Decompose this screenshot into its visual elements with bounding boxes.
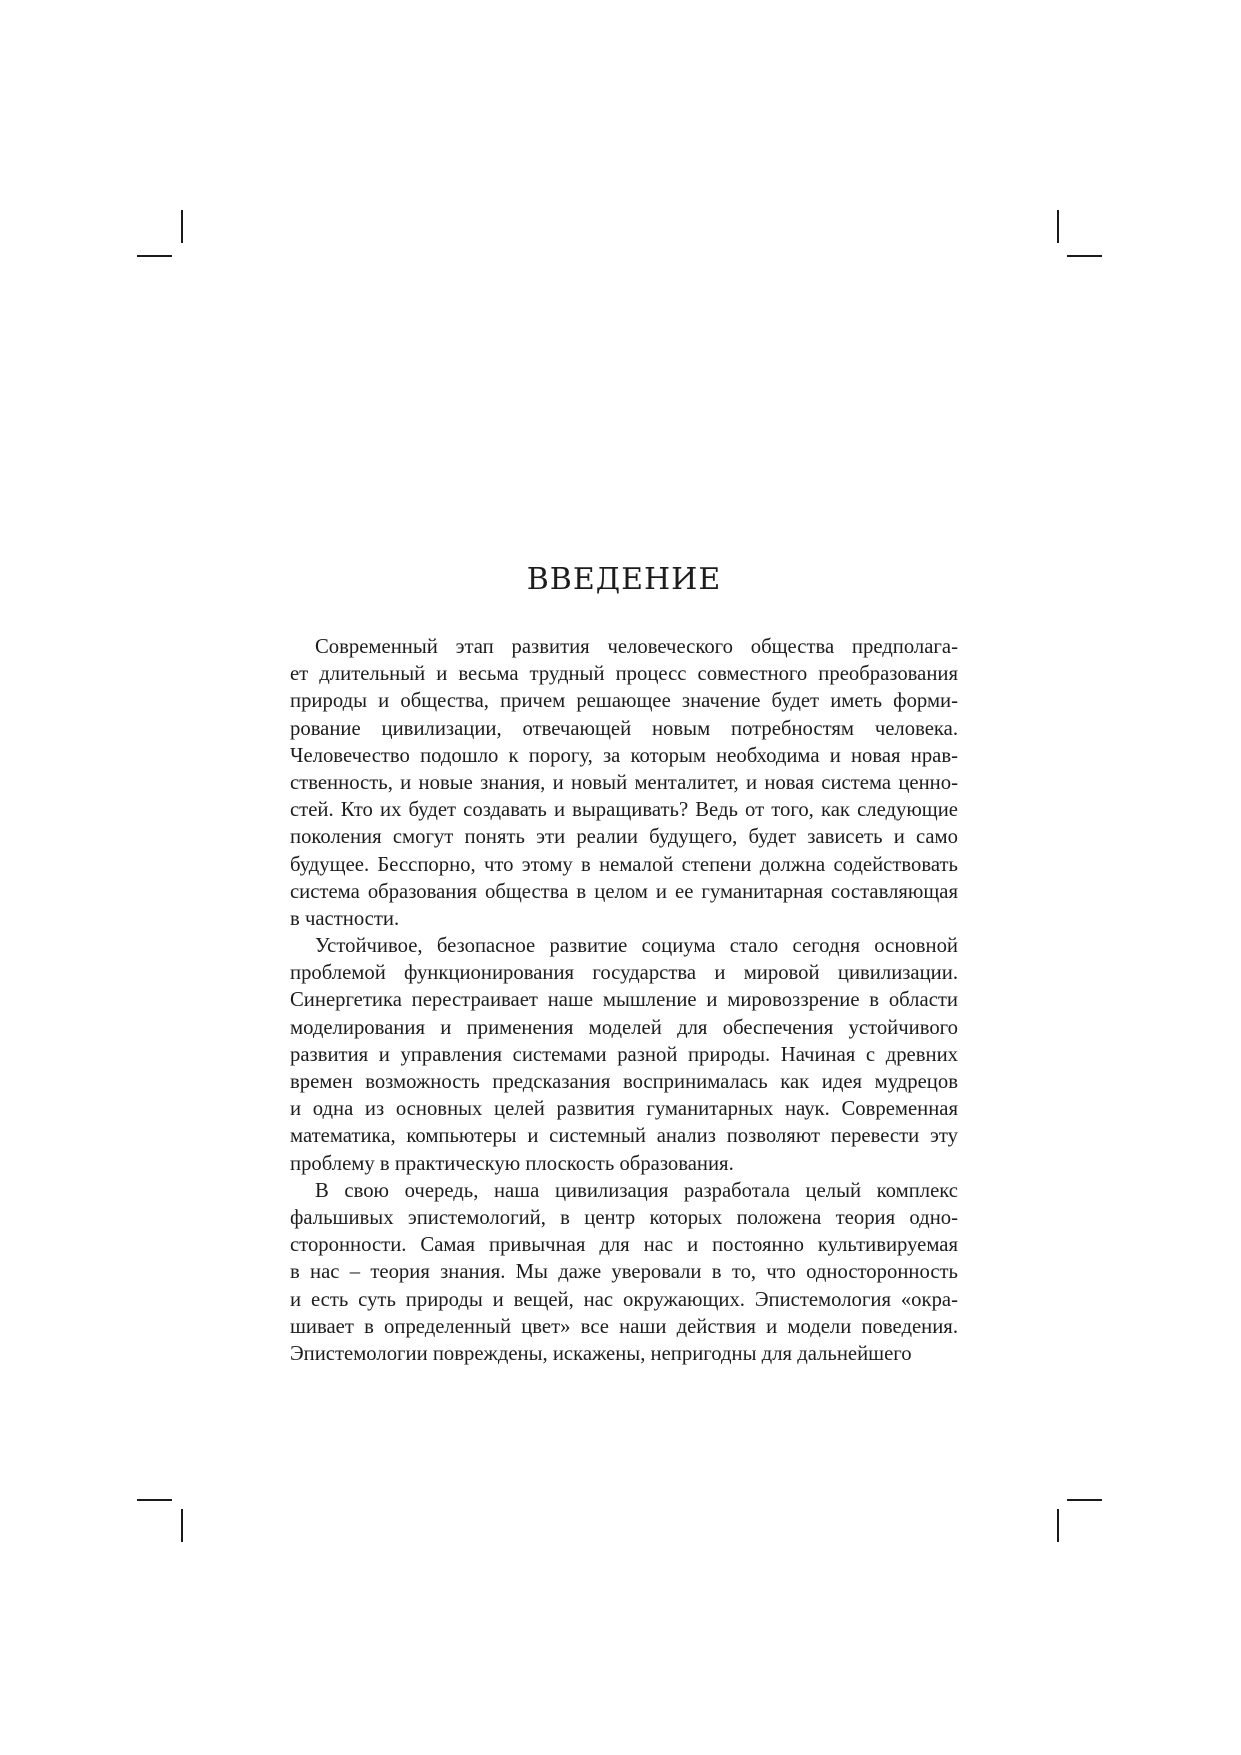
text-line: проблемой функционирования государства и мировой цивилизации. xyxy=(290,962,958,985)
crop-mark-top-left-horizontal xyxy=(137,255,172,257)
body-text xyxy=(290,634,958,1368)
text-line: ственность, и новые знания, и новый менталитет, и новая система ценно- xyxy=(290,771,958,794)
text-line: Человечество подошло к порогу, за которым необходима и новая нрав- xyxy=(290,744,958,767)
text-line: фальшивых эпистемологий, в центр которых положена теория одно- xyxy=(290,1206,958,1229)
text-line: стей. Кто их будет создавать и выращивать? Ведь от того, как следующие xyxy=(290,799,958,822)
text-line: природы и общества, причем решающее значение будет иметь форми- xyxy=(290,690,958,713)
crop-mark-top-right-horizontal xyxy=(1067,255,1102,257)
paragraph xyxy=(290,1178,958,1368)
chapter-title: ВВЕДЕНИЕ xyxy=(526,562,722,597)
text-line: развития и управления системами разной природы. Начиная с древних xyxy=(290,1043,958,1066)
text-line: система образования общества в целом и ее гуманитарная составляющая xyxy=(290,880,958,903)
paragraph xyxy=(290,933,958,1178)
text-line: проблему в практическую плоскость образования. xyxy=(290,1152,734,1175)
text-line: Эпистемологии повреждены, искажены, непригодны для дальнейшего xyxy=(290,1342,912,1365)
text-line: Современный этап развития человеческого общества предполага- xyxy=(315,636,958,658)
text-line: Синергетика перестраивает наше мышление и мировоззрение в области xyxy=(290,989,958,1012)
text-line: ет длительный и весьма трудный процесс совместного преобразования xyxy=(290,663,958,686)
text-line: поколения смогут понять эти реалии будущего, будет зависеть и само xyxy=(290,826,958,849)
crop-mark-top-left-vertical xyxy=(181,210,183,243)
text-line: математика, компьютеры и системный анализ позволяют перевести эту xyxy=(290,1125,958,1148)
crop-mark-bottom-right-vertical xyxy=(1057,1509,1059,1542)
text-line: будущее. Бесспорно, что этому в немалой степени должна содействовать xyxy=(290,853,958,876)
text-line: моделирования и применения моделей для обеспечения устойчивого xyxy=(290,1016,958,1039)
text-line: рование цивилизации, отвечающей новым потребностям человека. xyxy=(290,717,958,740)
crop-mark-bottom-right-horizontal xyxy=(1067,1499,1102,1501)
crop-mark-bottom-left-horizontal xyxy=(137,1499,172,1501)
text-line: В свою очередь, наша цивилизация разработала целый комплекс xyxy=(315,1179,958,1202)
crop-mark-bottom-left-vertical xyxy=(181,1509,183,1542)
text-line: Устойчивое, безопасное развитие социума стало сегодня основной xyxy=(315,935,958,958)
text-line: сторонности. Самая привычная для нас и постоянно культивируемая xyxy=(290,1234,958,1257)
text-line: в частности. xyxy=(290,907,400,930)
text-line: в нас – теория знания. Мы даже уверовали в то, что односторонность xyxy=(290,1261,958,1284)
text-line: шивает в определенный цвет» все наши действия и модели поведения. xyxy=(290,1315,958,1338)
text-line: времен возможность предсказания воспринималась как идея мудрецов xyxy=(290,1071,958,1093)
paragraph xyxy=(290,634,958,933)
text-line: и есть суть природы и вещей, нас окружающих. Эпистемология «окра- xyxy=(290,1288,958,1311)
text-line: и одна из основных целей развития гуманитарных наук. Современная xyxy=(290,1098,958,1121)
crop-mark-top-right-vertical xyxy=(1057,210,1059,243)
